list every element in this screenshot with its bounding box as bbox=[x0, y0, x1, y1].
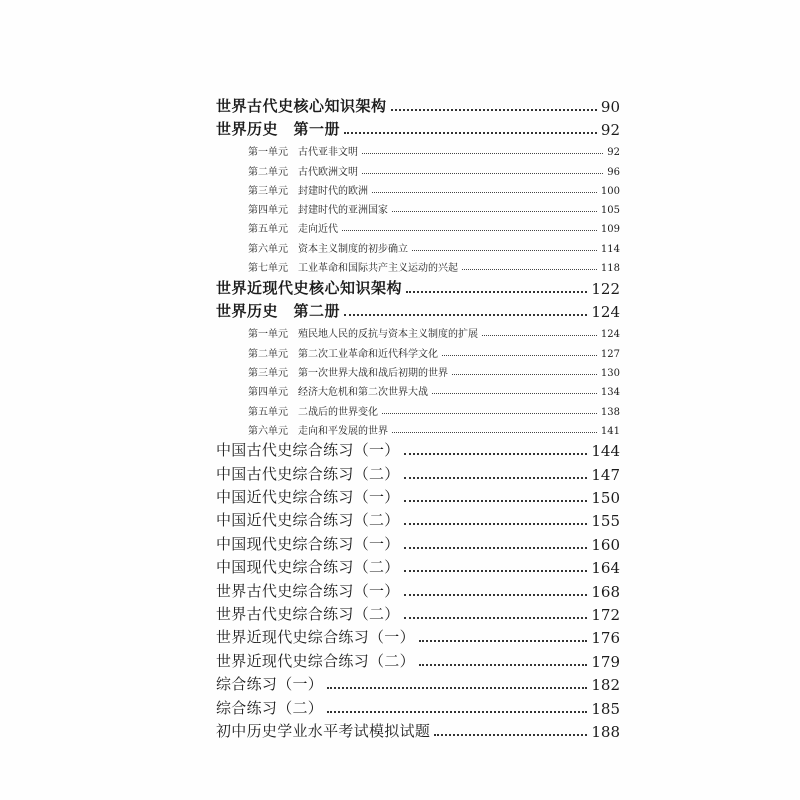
unit-title: 二战后的世界变化 bbox=[298, 406, 378, 418]
unit-page: 130 bbox=[600, 367, 620, 379]
unit-title: 古代欧洲文明 bbox=[298, 166, 358, 178]
toc-exercise-entry bbox=[216, 437, 620, 460]
dot-leader bbox=[392, 211, 597, 212]
dot-leader bbox=[462, 269, 597, 270]
dot-leader bbox=[342, 230, 597, 231]
toc-entry-title: 世界古代史核心知识架构 bbox=[216, 96, 387, 115]
dot-leader bbox=[419, 640, 587, 642]
unit-label: 第四单元 bbox=[248, 205, 288, 217]
exercise-title: 综合练习（一） bbox=[216, 675, 324, 694]
dot-leader bbox=[412, 250, 597, 251]
exercise-title: 综合练习（二） bbox=[216, 698, 324, 717]
toc-exercise-entry bbox=[216, 460, 620, 483]
exercise-page: 147 bbox=[591, 465, 620, 484]
toc-exercise-entry bbox=[216, 530, 620, 553]
unit-label: 第七单元 bbox=[248, 263, 288, 275]
dot-leader bbox=[391, 109, 597, 111]
toc-exercise-entry bbox=[216, 577, 620, 600]
unit-page: 118 bbox=[600, 263, 620, 275]
unit-title: 工业革命和国际共产主义运动的兴起 bbox=[298, 263, 458, 275]
toc-entry-title: 世界历史 第一册 bbox=[216, 120, 341, 138]
toc-subentry bbox=[216, 360, 620, 379]
toc-exercise-entry bbox=[216, 554, 620, 577]
exercise-page: 144 bbox=[591, 442, 620, 461]
unit-page: 96 bbox=[607, 166, 620, 178]
exercise-page: 164 bbox=[591, 559, 620, 578]
exercise-page: 160 bbox=[591, 535, 620, 554]
toc-subentry bbox=[216, 398, 620, 417]
exercise-title: 世界近现代史综合练习（一） bbox=[216, 628, 415, 647]
exercise-title: 中国近代史综合练习（一） bbox=[216, 488, 400, 507]
toc-entry-title: 世界近现代史核心知识架构 bbox=[216, 278, 403, 297]
exercise-title: 中国近代史综合练习（二） bbox=[216, 511, 400, 530]
toc-exercise-entry bbox=[216, 694, 620, 717]
dot-leader bbox=[327, 687, 587, 689]
exercise-page: 150 bbox=[591, 489, 620, 508]
toc-subentry bbox=[216, 139, 620, 158]
unit-page: 141 bbox=[600, 425, 620, 437]
dot-leader bbox=[406, 291, 587, 293]
unit-title: 走向近代 bbox=[298, 224, 338, 236]
unit-label: 第五单元 bbox=[248, 406, 288, 418]
dot-leader bbox=[404, 500, 588, 502]
toc-exercise-entry bbox=[216, 601, 620, 624]
unit-label: 第六单元 bbox=[248, 243, 288, 255]
toc-exercise-entry bbox=[216, 507, 620, 530]
toc-subentry bbox=[216, 235, 620, 254]
toc-subentry bbox=[216, 340, 620, 359]
dot-leader bbox=[404, 570, 588, 572]
exercise-page: 176 bbox=[591, 629, 620, 648]
unit-title: 封建时代的欧洲 bbox=[298, 185, 368, 197]
unit-page: 127 bbox=[600, 348, 620, 360]
unit-label: 第一单元 bbox=[248, 147, 288, 159]
exercise-page: 172 bbox=[591, 605, 620, 624]
dot-leader bbox=[404, 453, 588, 455]
dot-leader bbox=[482, 335, 597, 336]
toc-entry-world-modern-core bbox=[216, 274, 620, 298]
dot-leader bbox=[404, 594, 588, 596]
toc-subentry bbox=[216, 216, 620, 235]
unit-label: 第六单元 bbox=[248, 425, 288, 437]
dot-leader bbox=[327, 711, 587, 713]
exercise-title: 世界近现代史综合练习（二） bbox=[216, 651, 415, 670]
unit-title: 第一次世界大战和战后初期的世界 bbox=[298, 367, 448, 379]
dot-leader bbox=[452, 374, 597, 375]
toc-subentry bbox=[216, 379, 620, 398]
toc-subentry bbox=[216, 158, 620, 177]
exercise-title: 中国古代史综合练习（一） bbox=[216, 441, 400, 460]
exercise-title: 中国古代史综合练习（二） bbox=[216, 464, 400, 483]
dot-leader bbox=[404, 477, 588, 479]
toc-entry-world-history-book2 bbox=[216, 298, 620, 322]
unit-title: 古代亚非文明 bbox=[298, 147, 358, 159]
dot-leader bbox=[362, 173, 603, 174]
unit-title: 殖民地人民的反抗与资本主义制度的扩展 bbox=[298, 329, 478, 341]
table-of-contents bbox=[216, 92, 620, 741]
unit-label: 第二单元 bbox=[248, 348, 288, 360]
toc-subentry bbox=[216, 321, 620, 340]
unit-label: 第五单元 bbox=[248, 224, 288, 236]
unit-label: 第二单元 bbox=[248, 166, 288, 178]
unit-page: 134 bbox=[600, 387, 620, 399]
exercise-page: 155 bbox=[591, 512, 620, 531]
exercise-page: 168 bbox=[591, 582, 620, 601]
toc-entry-page: 92 bbox=[600, 121, 620, 139]
exercise-page: 188 bbox=[591, 722, 620, 741]
toc-exercise-entry bbox=[216, 671, 620, 694]
exercise-title: 世界古代史综合练习（二） bbox=[216, 604, 400, 623]
dot-leader bbox=[442, 355, 597, 356]
toc-entry-world-history-book1 bbox=[216, 116, 620, 140]
exercise-page: 185 bbox=[591, 699, 620, 718]
unit-page: 114 bbox=[600, 243, 620, 255]
toc-entry-page: 124 bbox=[591, 303, 620, 322]
unit-page: 105 bbox=[600, 205, 620, 217]
toc-exercise-entry bbox=[216, 718, 620, 741]
exercise-title: 初中历史学业水平考试模拟试题 bbox=[216, 721, 431, 740]
dot-leader bbox=[362, 153, 603, 154]
unit-title: 第二次工业革命和近代科学文化 bbox=[298, 348, 438, 360]
dot-leader bbox=[372, 192, 597, 193]
dot-leader bbox=[404, 617, 588, 619]
toc-entry-world-ancient-core bbox=[216, 92, 620, 116]
exercise-title: 中国现代史综合练习（二） bbox=[216, 558, 400, 577]
dot-leader bbox=[419, 664, 587, 666]
toc-subentry bbox=[216, 197, 620, 216]
toc-entry-page: 90 bbox=[600, 97, 620, 116]
dot-leader bbox=[404, 547, 588, 549]
unit-page: 109 bbox=[600, 224, 620, 236]
exercise-page: 179 bbox=[591, 652, 620, 671]
dot-leader bbox=[404, 523, 588, 525]
toc-entry-title: 世界历史 第二册 bbox=[216, 302, 341, 321]
dot-leader bbox=[392, 432, 597, 433]
dot-leader bbox=[432, 393, 597, 394]
unit-page: 138 bbox=[600, 406, 620, 418]
unit-label: 第三单元 bbox=[248, 185, 288, 197]
unit-title: 走向和平发展的世界 bbox=[298, 425, 388, 437]
exercise-title: 中国现代史综合练习（一） bbox=[216, 534, 400, 553]
unit-label: 第三单元 bbox=[248, 367, 288, 379]
toc-exercise-entry bbox=[216, 624, 620, 647]
dot-leader bbox=[344, 314, 587, 316]
dot-leader bbox=[382, 413, 597, 414]
unit-title: 经济大危机和第二次世界大战 bbox=[298, 387, 428, 399]
unit-label: 第四单元 bbox=[248, 387, 288, 399]
dot-leader bbox=[434, 734, 587, 736]
toc-subentry bbox=[216, 418, 620, 437]
unit-page: 92 bbox=[607, 147, 620, 159]
toc-entry-page: 122 bbox=[591, 279, 620, 298]
unit-label: 第一单元 bbox=[248, 329, 288, 341]
dot-leader bbox=[344, 132, 597, 134]
unit-title: 资本主义制度的初步确立 bbox=[298, 243, 408, 255]
exercise-page: 182 bbox=[591, 676, 620, 695]
toc-subentry bbox=[216, 255, 620, 274]
toc-subentry bbox=[216, 178, 620, 197]
toc-exercise-entry bbox=[216, 484, 620, 507]
unit-page: 124 bbox=[600, 329, 620, 341]
unit-title: 封建时代的亚洲国家 bbox=[298, 205, 388, 217]
exercise-title: 世界古代史综合练习（一） bbox=[216, 581, 400, 600]
unit-page: 100 bbox=[600, 185, 620, 197]
toc-exercise-entry bbox=[216, 647, 620, 670]
